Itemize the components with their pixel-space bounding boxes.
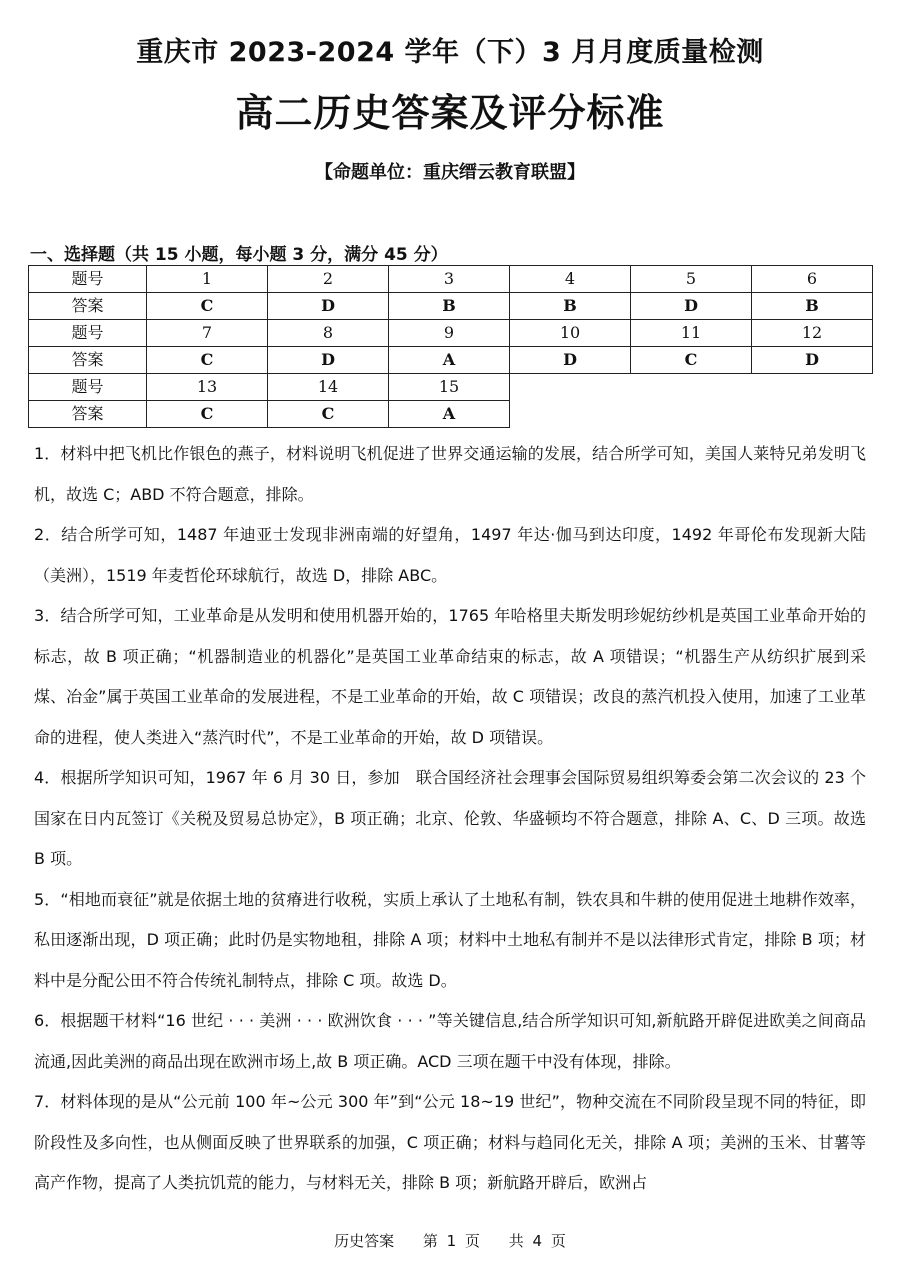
table-row [29,374,873,401]
answer-label: 答案 [29,347,147,374]
page-footer [0,1230,900,1251]
explanation-paragraph: 3．结合所学可知，工业革命是从发明和使用机器开始的，1765 年哈格里夫斯发明珍妮纺纱机是英国工业革命开始的标志，故 B 项正确；“机器制造业的机器化”是英国工业革命结束的标志，故 A 项错误；“机器生产从纺织扩展到采煤、冶金”属于英国工业革命的发展进程，不是工业革命的开始，故 C 项错误；改良的蒸汽机投入使用，加速了工业革命的进程，使人类进入“蒸汽时代”，不是工业革命的开始，故 D 项错误。 [34,606,866,747]
answer-cell: C [268,401,389,428]
empty-cell [510,401,631,428]
author-unit: 【命题单位：重庆缙云教育联盟】 [315,162,585,183]
question-number: 13 [147,374,268,401]
answer-label: 答案 [29,401,147,428]
question-number: 8 [268,320,389,347]
answer-cell: D [510,347,631,374]
answer-cell: D [268,347,389,374]
footer-total-pages: 共 4 页 [508,1232,566,1250]
answer-cell: D [631,293,752,320]
answer-cell: C [147,401,268,428]
answer-cell: B [510,293,631,320]
question-number: 6 [752,266,873,293]
explanation-paragraph: 4．根据所学知识可知，1967 年 6 月 30 日，参加 联合国经济社会理事会国际贸易组织筹委会第二次会议的 23 个国家在日内瓦签订《关税及贸易总协定》，B 项正确；北京、伦敦、华盛顿均不符合题意，排除 A、C、D 三项。故选 B 项。 [34,768,866,868]
empty-cell [510,374,631,401]
question-number: 12 [752,320,873,347]
table-row [29,347,873,374]
explanations [34,434,866,1204]
footer-page-number: 第 1 页 [422,1232,480,1250]
question-number: 9 [389,320,510,347]
footer-subject: 历史答案 [334,1232,395,1250]
answer-cell: B [752,293,873,320]
question-number: 14 [268,374,389,401]
empty-cell [752,374,873,401]
answer-cell: C [147,293,268,320]
table-row [29,293,873,320]
answer-cell: D [268,293,389,320]
answer-cell: B [389,293,510,320]
answer-cell: A [389,347,510,374]
question-number: 11 [631,320,752,347]
answer-cell: A [389,401,510,428]
table-row [29,401,873,428]
question-number: 4 [510,266,631,293]
table-row [29,266,873,293]
answer-key-title: 高二历史答案及评分标准 [235,91,665,135]
answer-label: 答案 [29,293,147,320]
explanation-paragraph: 6．根据题干材料“16 世纪 · · · 美洲 · · · 欧洲饮食 · · · ”等关键信息,结合所学知识可知,新航路开辟促进欧美之间商品流通,因此美洲的商品出现在欧洲市场上,故 B 项正确。ACD 三项在题干中没有体现，排除。 [34,1011,866,1071]
table-row [29,320,873,347]
empty-cell [631,401,752,428]
empty-cell [631,374,752,401]
question-number: 1 [147,266,268,293]
question-number: 15 [389,374,510,401]
question-number-label: 题号 [29,320,147,347]
question-number-label: 题号 [29,374,147,401]
explanation-paragraph: 1．材料中把飞机比作银色的燕子，材料说明飞机促进了世界交通运输的发展，结合所学可知，美国人莱特兄弟发明飞机，故选 C；ABD 不符合题意，排除。 [34,444,866,504]
question-number: 10 [510,320,631,347]
question-number: 7 [147,320,268,347]
answer-cell: D [752,347,873,374]
explanation-paragraph: 5．“相地而衰征”就是依据土地的贫瘠进行收税，实质上承认了土地私有制，铁农具和牛耕的使用促进土地耕作效率，私田逐渐出现，D 项正确；此时仍是实物地租，排除 A 项；材料中土地私有制并不是以法律形式肯定，排除 B 项；材料中是分配公田不符合传统礼制特点，排除 C 项。故选 D。 [34,889,866,990]
answer-cell: C [631,347,752,374]
question-number: 3 [389,266,510,293]
section-heading-choice: 一、选择题（共 15 小题，每小题 3 分，满分 45 分） [30,245,448,265]
answer-table [28,265,873,428]
answer-cell: C [147,347,268,374]
explanation-paragraph: 2．结合所学可知，1487 年迪亚士发现非洲南端的好望角，1497 年达·伽马到达印度，1492 年哥伦布发现新大陆（美洲），1519 年麦哲伦环球航行，故选 D，排除 ABC。 [34,525,866,585]
explanation-paragraph: 7．材料体现的是从“公元前 100 年~公元 300 年”到“公元 18~19 世纪”，物种交流在不同阶段呈现不同的特征，即阶段性及多向性，也从侧面反映了世界联系的加强，C 项正确；材料与趋同化无关，排除 A 项；美洲的玉米、甘薯等高产作物，提高了人类抗饥荒的能力，与材料无关，排除 B 项；新航路开辟后，欧洲占 [34,1092,866,1192]
question-number: 2 [268,266,389,293]
question-number-label: 题号 [29,266,147,293]
empty-cell [752,401,873,428]
exam-title: 重庆市 2023-2024 学年（下）3 月月度质量检测 [136,37,764,68]
question-number: 5 [631,266,752,293]
